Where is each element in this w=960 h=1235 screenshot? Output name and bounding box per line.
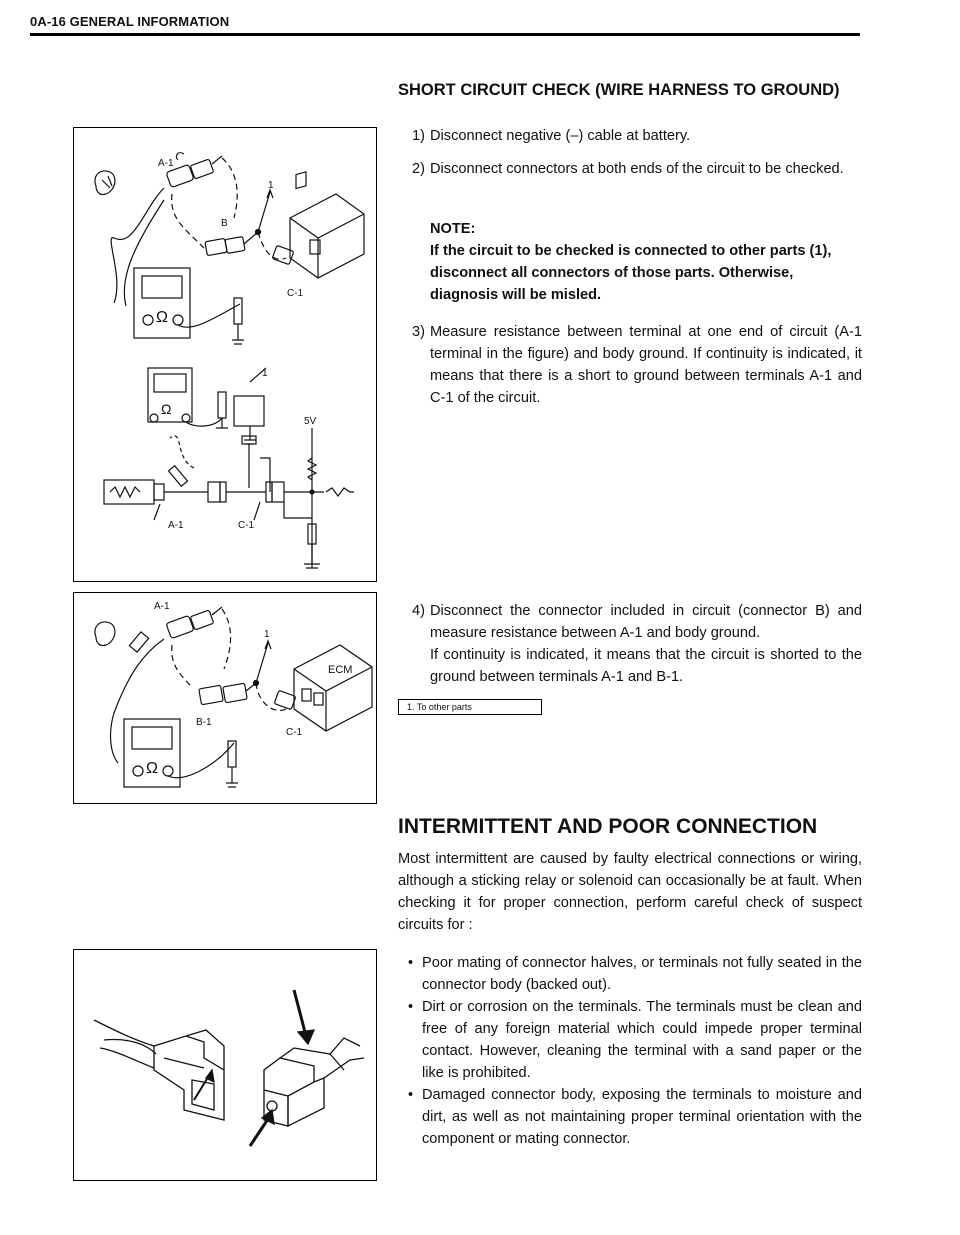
note-block [430,218,862,306]
step-2 [412,158,862,180]
label-c1-top: C-1 [287,288,304,299]
svg-text:Ω: Ω [161,401,172,417]
step-4 [412,600,862,688]
label-1-top: 1 [268,180,274,191]
label-1-mid: 1 [262,368,268,379]
bullet-marker: • [408,999,414,1015]
label-b1: B-1 [196,717,212,728]
bullet-text: Damaged connector body, exposing the terminals to moisture and dirt, as well as not maintaining proper terminal orientation with the component or mating connector. [422,1087,862,1147]
note-label: NOTE: [430,221,476,237]
label-a1-top: A-1 [158,158,174,169]
page-header-title: 0A-16 GENERAL INFORMATION [30,14,230,29]
step-3-text: Measure resistance between terminal at one end of circuit (A-1 terminal in the figure) and body ground. If continuity is indicated, it means that there is a short to ground between terminals A-1 and C-1 of the circuit. [430,324,862,406]
svg-text:Ω: Ω [156,309,168,326]
legend-item-1: 1. To other parts [407,702,472,712]
header-rule [30,33,860,36]
bullet-marker: • [408,955,414,971]
note-text: If the circuit to be checked is connected to other parts (1), disconnect all connectors of those parts. Otherwise, diagnosis will be misled. [430,243,832,303]
other-parts-box [234,396,264,426]
step-4-text: Disconnect the connector included in circuit (connector B) and measure resistance between A-1 and body ground. [430,603,862,641]
label-c1-bottom: C-1 [238,520,255,531]
bullet-item [408,952,862,996]
label-ecm: ECM [328,664,353,676]
section-title-short-circuit: SHORT CIRCUIT CHECK (WIRE HARNESS TO GROUND) [398,81,840,99]
intro-paragraph: Most intermittent are caused by faulty electrical connections or wiring, although a sticking relay or solenoid can occasionally be at fault. When checking it for proper connection, perform careful check of suspect circuits for : [398,851,862,933]
step-3-number: 3) [412,324,425,340]
svg-text:Ω: Ω [146,760,158,777]
bullet-item [408,996,862,1084]
section-title-intermittent: INTERMITTENT AND POOR CONNECTION [398,815,818,838]
figure-short-circuit-check [73,127,377,582]
step-4-text-continued: If continuity is indicated, it means that the circuit is shorted to the ground between terminals A-1 and B-1. [430,647,862,685]
label-5v: 5V [304,416,317,427]
bullet-item [408,1084,862,1150]
step-4-number: 4) [412,603,425,619]
step-2-text: Disconnect connectors at both ends of the circuit to be checked. [430,161,844,177]
figure-legend [398,699,542,715]
label-c1: C-1 [286,727,303,738]
label-a1-bottom: A-1 [168,520,184,531]
step-1-number: 1) [412,128,425,144]
figure-connector-b-check [73,592,377,804]
bullet-text: Dirt or corrosion on the terminals. The terminals must be clean and free of any foreign material which could impede proper terminal contact. However, cleaning the terminal with a sand paper or the like is prohibited. [422,999,862,1081]
label-a1: A-1 [154,601,170,612]
bullet-marker: • [408,1087,414,1103]
step-3 [412,321,862,409]
sensor-icon [95,622,115,646]
label-1: 1 [264,629,270,640]
label-b: B [221,218,228,229]
step-2-number: 2) [412,161,425,177]
step-1-text: Disconnect negative (–) cable at battery. [430,128,691,144]
bullet-text: Poor mating of connector halves, or terminals not fully seated in the connector body (backed out). [422,955,862,993]
sensor-element [104,480,154,504]
step-1 [412,125,862,147]
figure-connector-photo [73,949,377,1181]
